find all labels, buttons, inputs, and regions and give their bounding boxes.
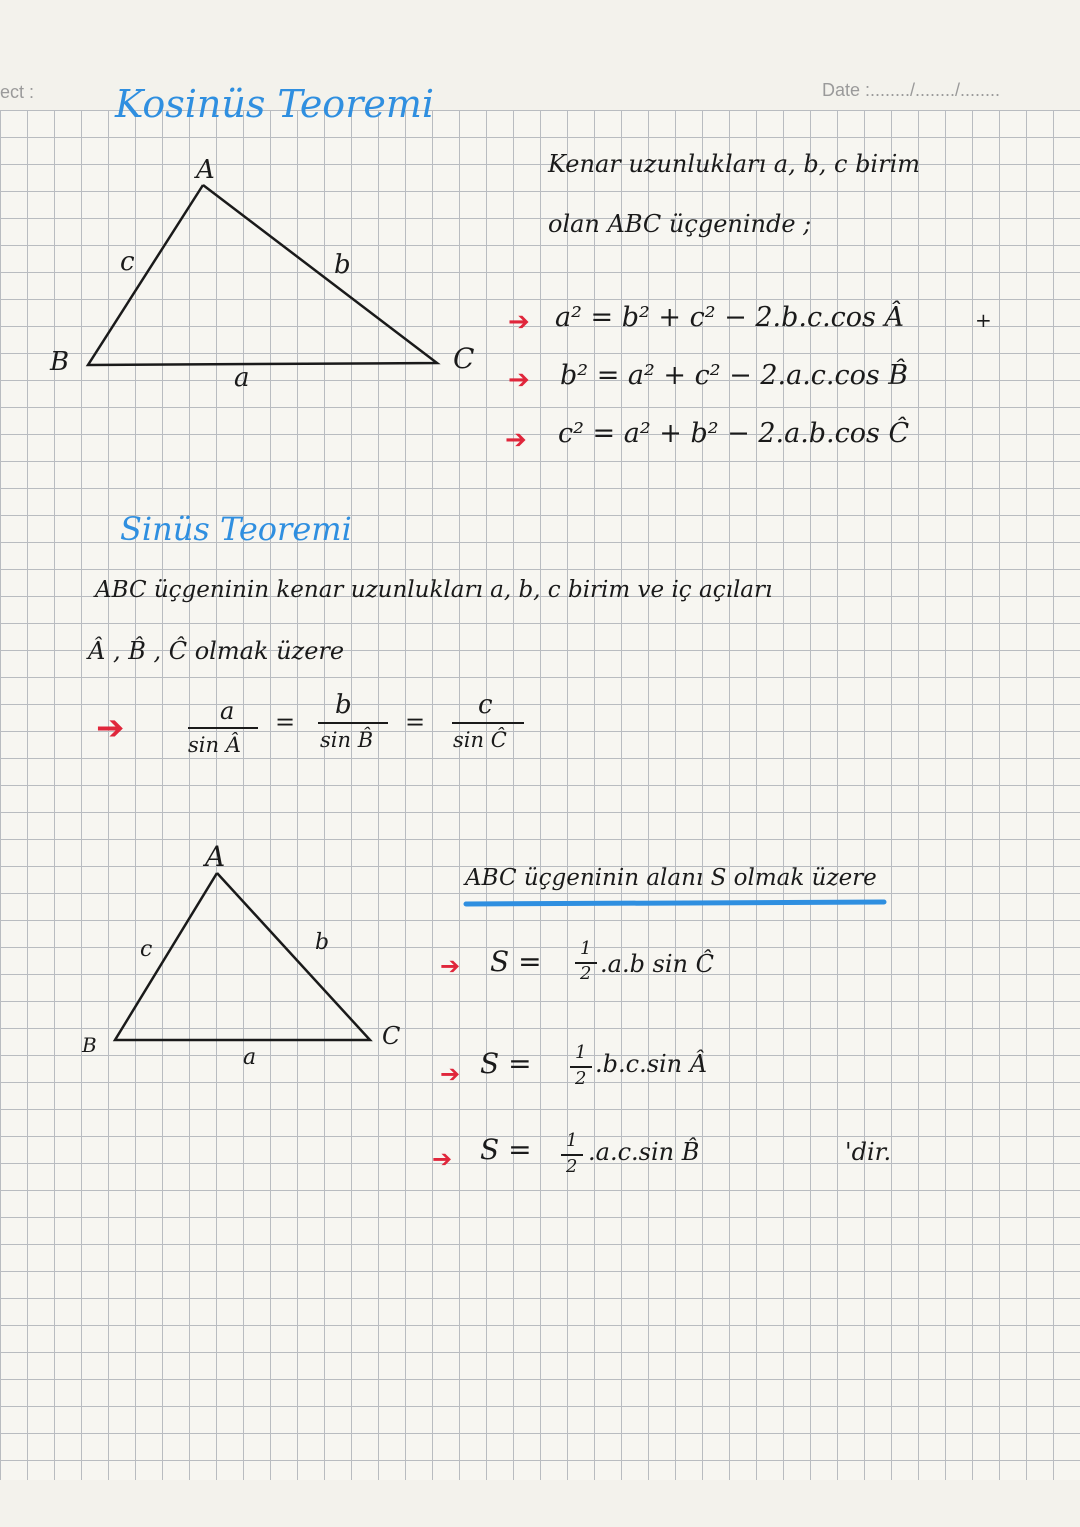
arrow-icon: ➔ — [432, 1145, 453, 1173]
area-heading-underline — [466, 902, 884, 904]
cosine-vertex-a: A — [196, 155, 215, 185]
arrow-icon: ➔ — [508, 365, 530, 395]
fraction-bar — [452, 722, 524, 724]
area-suffix: 'dir. — [845, 1138, 892, 1166]
cosine-side-a: a — [234, 363, 250, 393]
cosine-vertex-b: B — [50, 347, 70, 377]
area-side-b: b — [315, 930, 330, 955]
sine-line-2: Â , B̂ , Ĉ olmak üzere — [88, 637, 345, 665]
sine-line-1: ABC üçgeninin kenar uzunlukları a, b, c birim ve iç açıları — [95, 577, 773, 603]
area-formula-2-rest: .b.c.sin Â — [595, 1050, 708, 1078]
cosine-side-b: b — [334, 250, 351, 280]
cosine-intro-line2: olan ABC üçgeninde ; — [548, 210, 812, 238]
cosine-formula-2: b² = a² + c² − 2.a.c.cos B̂ — [560, 360, 909, 391]
area-formula-3-den: 2 — [566, 1156, 578, 1177]
area-formula-2-num: 1 — [575, 1042, 587, 1063]
arrow-icon: ➔ — [505, 425, 527, 455]
area-formula-1-num: 1 — [580, 938, 592, 959]
area-formula-2-lhs: S = — [480, 1047, 532, 1080]
fraction-bar — [188, 727, 258, 729]
cosine-side-c: c — [120, 247, 135, 277]
sine-fraction-2-num: b — [335, 690, 352, 720]
sine-fraction-1-den: sin Â — [188, 733, 241, 757]
area-triangle — [115, 873, 370, 1040]
area-formula-3-rest: .a.c.sin B̂ — [588, 1138, 700, 1166]
sine-fraction-3-den: sin Ĉ — [453, 728, 507, 752]
cosine-plus-mark: + — [975, 308, 992, 332]
sine-title: Sinüs Teoremi — [120, 510, 352, 548]
area-side-a: a — [243, 1045, 257, 1070]
arrow-icon: ➔ — [440, 952, 461, 980]
sine-fraction-1-num: a — [220, 697, 235, 725]
fraction-bar — [318, 722, 388, 724]
area-formula-2-den: 2 — [575, 1068, 587, 1089]
area-formula-1-den: 2 — [580, 963, 592, 984]
arrow-icon: ➔ — [440, 1060, 461, 1088]
area-vertex-c: C — [382, 1022, 401, 1050]
area-formula-3-num: 1 — [566, 1130, 578, 1151]
cosine-triangle — [88, 185, 437, 365]
area-vertex-a: A — [205, 840, 226, 873]
cosine-title: Kosinüs Teoremi — [115, 82, 435, 126]
cosine-vertex-c: C — [453, 342, 475, 375]
date-label: Date :......../......../........ — [822, 80, 1001, 100]
area-side-c: c — [140, 937, 153, 962]
area-formula-1-rest: .a.b sin Ĉ — [600, 950, 714, 978]
arrow-icon: ➔ — [508, 307, 530, 337]
cosine-intro-line1: Kenar uzunlukları a, b, c birim — [548, 150, 921, 178]
cosine-formula-3: c² = a² + b² − 2.a.b.cos Ĉ — [558, 418, 910, 449]
sine-equals-2: = — [405, 708, 426, 736]
sine-fraction-2-den: sin B̂ — [320, 728, 374, 752]
sine-fraction-3-num: c — [478, 690, 493, 720]
area-formula-1-lhs: S = — [490, 945, 542, 978]
area-formula-3-lhs: S = — [480, 1133, 532, 1166]
cosine-formula-1: a² = b² + c² − 2.b.c.cos Â — [555, 302, 904, 333]
area-vertex-b: B — [82, 1033, 97, 1057]
subject-label: ect : — [0, 82, 35, 102]
arrow-icon: ➔ — [96, 708, 125, 748]
area-heading: ABC üçgeninin alanı S olmak üzere — [465, 865, 877, 891]
sine-equals-1: = — [275, 708, 296, 736]
